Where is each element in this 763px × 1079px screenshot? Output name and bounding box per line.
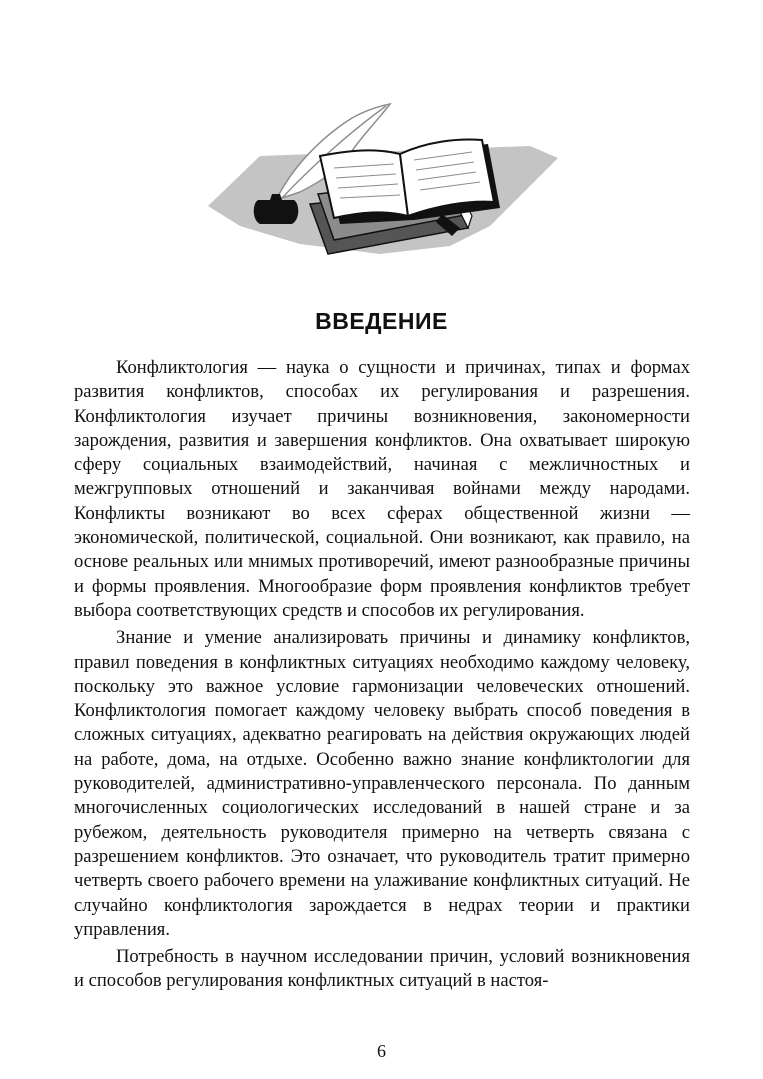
paragraph: Конфликтология — наука о сущности и причинах, типах и формах развития конфликтов, способах их регулирования и разрешения. Конфликтология изучает причины возникновения, закономерности зарождения, развития и завершения конфликтов. Она охватывает широкую сферу социальных взаимодействий, начиная с межличностных и межгрупповых отношений и заканчивая войнами между народами. Конфликты возникают во всех сферах общественной жизни — экономической, политической, социальной. Они возникают, как правило, на основе реальных или мнимых противоречий, имеют разнообразные причины и формы проявления. Многообразие форм проявления конфликтов требует выбора соответствующих средств и способов их регулирования. <box>74 357 690 621</box>
page-number: 6 <box>377 1041 386 1061</box>
book-quill-illustration <box>200 96 560 262</box>
paragraph: Знание и умение анализировать причины и динамику конфликтов, правил поведения в конфликтных ситуациях необходимо каждому человеку, поскольку это важное условие гармонизации человеческих отношений. Конфликтология помогает каждому человеку выбрать способ поведения в сложных ситуациях, адекватно реагировать на действия окружающих людей на работе, дома, на отдыхе. Особенно важно знание конфликтологии для руководителей, административно-управленческого персонала. По данным многочисленных социологических исследований в нашей стране и за рубежом, деятельность руководителя примерно на четверть связана с разрешением конфликтов. Это означает, что руководитель тратит примерно четверть своего рабочего времени на улаживание конфликтных ситуаций. Не случайно конфликтология зарождается в недрах теории и практики управления. <box>74 627 690 940</box>
page-heading: ВВЕДЕНИЕ <box>315 308 448 334</box>
paragraph: Потребность в научном исследовании причин, условий возникновения и способов регулирования конфликтных ситуаций в настоя- <box>74 946 690 992</box>
body-text <box>74 356 690 994</box>
